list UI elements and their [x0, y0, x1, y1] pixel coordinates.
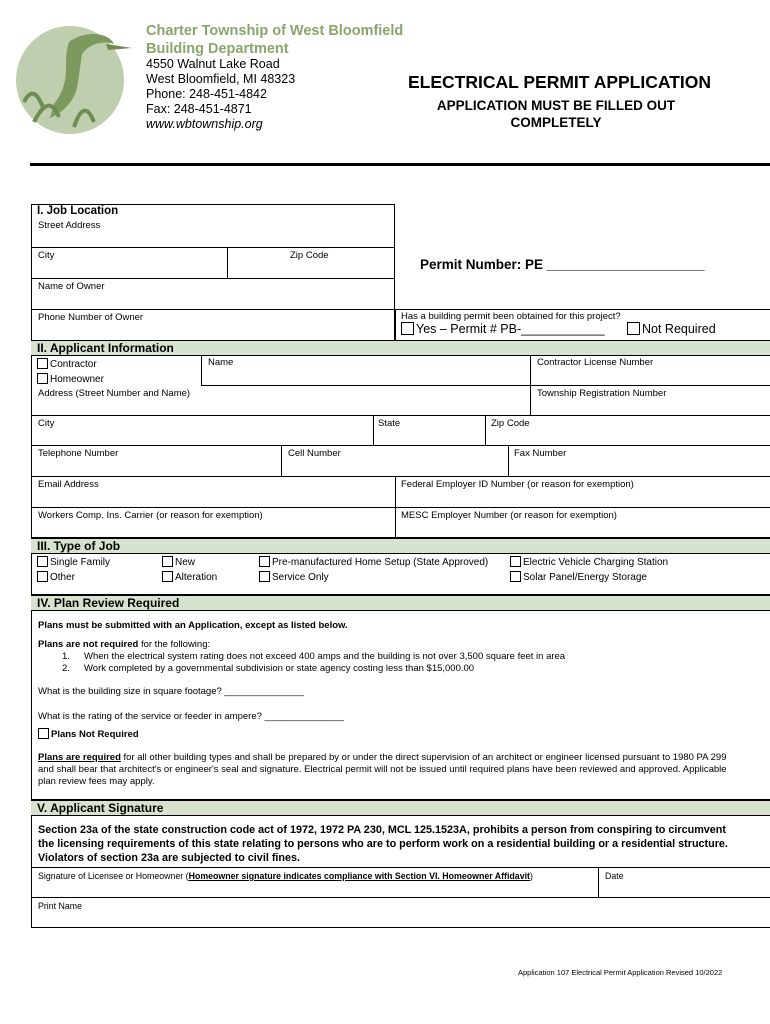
- job-location-heading: I. Job Location: [37, 205, 119, 217]
- plans-must-submit: Plans must be submitted with an Application, except as listed below.: [38, 620, 348, 631]
- applicant-zip-field[interactable]: Zip Code: [491, 418, 530, 429]
- owner-phone-field[interactable]: Phone Number of Owner: [38, 312, 144, 323]
- divider: [598, 867, 599, 897]
- job-city-field[interactable]: City: [38, 250, 55, 261]
- service-only-option[interactable]: [259, 571, 329, 584]
- new-checkbox[interactable]: [162, 556, 173, 567]
- organization-address: [146, 57, 295, 132]
- service-only-checkbox[interactable]: [259, 571, 270, 582]
- single-family-label: Single Family: [50, 557, 111, 568]
- other-checkbox[interactable]: [37, 571, 48, 582]
- owner-name-field[interactable]: Name of Owner: [38, 281, 105, 292]
- contractor-label: Contractor: [50, 359, 97, 370]
- square-footage-field[interactable]: What is the building size in square footage? _______________: [38, 686, 304, 697]
- divider: [31, 415, 770, 416]
- contractor-option[interactable]: [37, 358, 97, 371]
- plans-not-required-option[interactable]: [38, 728, 139, 741]
- item-2-text: Work completed by a governmental subdivision or state agency costing less than $15,000.00: [84, 663, 475, 674]
- divider: [201, 355, 202, 385]
- heron-logo-icon: [14, 22, 134, 137]
- contractor-checkbox[interactable]: [37, 358, 48, 369]
- plans-not-required-label: Plans Not Required: [51, 729, 139, 740]
- divider: [201, 385, 530, 386]
- cell-number-field[interactable]: Cell Number: [288, 448, 341, 459]
- other-option[interactable]: [37, 571, 75, 584]
- solar-option[interactable]: [510, 571, 647, 584]
- divider: [395, 309, 396, 341]
- signature-heading: V. Applicant Signature: [31, 800, 770, 816]
- website-text: www.wbtownship.org: [146, 117, 263, 131]
- signature-label: Signature of Licensee or Homeowner (: [38, 871, 189, 881]
- job-type-heading: III. Type of Job: [31, 538, 770, 554]
- service-rating-field[interactable]: What is the rating of the service or feeder in ampere? _______________: [38, 711, 344, 722]
- premanufactured-checkbox[interactable]: [259, 556, 270, 567]
- mesc-number-field[interactable]: MESC Employer Number (or reason for exemption): [401, 510, 617, 521]
- not-required-checkbox[interactable]: [627, 322, 640, 335]
- email-field[interactable]: Email Address: [38, 479, 99, 490]
- not-required-option[interactable]: [627, 322, 716, 336]
- alteration-option[interactable]: [162, 571, 217, 584]
- homeowner-affidavit-note: Homeowner signature indicates compliance with Section VI. Homeowner Affidavit: [188, 871, 530, 881]
- building-permit-question: Has a building permit been obtained for this project?: [401, 311, 621, 322]
- applicant-address-field[interactable]: Address (Street Number and Name): [38, 388, 191, 399]
- section-23a-notice: Section 23a of the state construction code act of 1972, 1972 PA 230, MCL 125.1523A, prohibits a person from conspiring to circumvent the licensing requirements of this state relating to persons who are to perform work on a residential building or a residential structure. Violators of section 23a are subjected to civil fines.: [38, 824, 728, 864]
- service-only-label: Service Only: [272, 572, 329, 583]
- divider: [31, 897, 770, 898]
- divider: [227, 247, 228, 278]
- homeowner-option[interactable]: [37, 373, 104, 386]
- divider: [508, 445, 509, 476]
- workers-comp-field[interactable]: Workers Comp. Ins. Carrier (or reason for exemption): [38, 510, 263, 521]
- item-1-number: 1.: [62, 651, 70, 662]
- form-title: ELECTRICAL PERMIT APPLICATION: [408, 72, 712, 92]
- yes-permit-label: Yes – Permit # PB-____________: [416, 322, 605, 336]
- ev-charging-option[interactable]: [510, 556, 668, 569]
- other-label: Other: [50, 572, 76, 583]
- street-address-field[interactable]: Street Address: [38, 220, 101, 231]
- address-line-1: 4550 Walnut Lake Road: [146, 57, 280, 71]
- premanufactured-label: Pre-manufactured Home Setup (State Approved): [272, 557, 489, 568]
- organization-name: [146, 22, 403, 58]
- phone-text: Phone: 248-451-4842: [146, 87, 267, 101]
- applicant-city-field[interactable]: City: [38, 418, 55, 429]
- township-registration-field[interactable]: Township Registration Number: [537, 388, 667, 399]
- applicant-name-field[interactable]: Name: [208, 357, 234, 368]
- divider: [31, 445, 770, 446]
- solar-label: Solar Panel/Energy Storage: [523, 572, 647, 583]
- plans-required-rest: for all other building types and shall be prepared by or under the direct supervision of an architect or engineer licensed pursuant to 1980 PA 299 and shall bear that architect's or engineer's seal and signature. Electrical permit will not be issued until required plans have been reviewed and approved. Applicable plan review fees may apply.: [38, 752, 727, 787]
- permit-number-field[interactable]: Permit Number: PE _____________________: [420, 257, 705, 272]
- divider: [373, 415, 374, 445]
- plans-not-required-checkbox[interactable]: [38, 728, 49, 739]
- divider: [281, 445, 282, 476]
- fax-number-field[interactable]: Fax Number: [514, 448, 567, 459]
- new-option[interactable]: [162, 556, 195, 569]
- divider: [31, 309, 770, 310]
- license-number-field[interactable]: Contractor License Number: [537, 357, 654, 368]
- signature-label-close: ): [529, 871, 533, 881]
- yes-checkbox[interactable]: [401, 322, 414, 335]
- print-name-field[interactable]: Print Name: [38, 901, 82, 911]
- homeowner-checkbox[interactable]: [37, 373, 48, 384]
- footer-revision: Application 107 Electrical Permit Application Revised 10/2022: [518, 968, 723, 977]
- divider: [530, 385, 770, 386]
- single-family-option[interactable]: [37, 556, 110, 569]
- signature-field[interactable]: [38, 871, 533, 882]
- org-line-2: Building Department: [146, 41, 289, 57]
- divider: [31, 247, 395, 248]
- ev-charging-label: Electric Vehicle Charging Station: [523, 557, 669, 568]
- item-1-text: When the electrical system rating does not exceed 400 amps and the building is not over 3,500 square feet in area: [84, 651, 566, 662]
- plans-not-required-bold: Plans are not required: [38, 639, 139, 650]
- job-zip-field[interactable]: Zip Code: [290, 250, 329, 261]
- federal-id-field[interactable]: Federal Employer ID Number (or reason for exemption): [401, 479, 634, 490]
- plans-required-bold: Plans are required: [38, 752, 121, 763]
- org-line-1: Charter Township of West Bloomfield: [146, 23, 404, 39]
- premanufactured-option[interactable]: [259, 556, 488, 569]
- alteration-checkbox[interactable]: [162, 571, 173, 582]
- divider: [485, 415, 486, 445]
- divider: [31, 507, 770, 508]
- alteration-label: Alteration: [175, 572, 218, 583]
- plan-review-heading: IV. Plan Review Required: [31, 595, 770, 611]
- header-divider: [30, 163, 770, 166]
- ev-charging-checkbox[interactable]: [510, 556, 521, 567]
- plans-required-text: [38, 752, 728, 788]
- single-family-checkbox[interactable]: [37, 556, 48, 567]
- not-required-label: Not Required: [642, 322, 716, 336]
- applicant-heading: II. Applicant Information: [31, 340, 770, 356]
- fax-text: Fax: 248-451-4871: [146, 102, 252, 116]
- homeowner-label: Homeowner: [50, 374, 104, 385]
- form-subtitle: APPLICATION MUST BE FILLED OUT COMPLETELY: [436, 98, 676, 130]
- address-line-2: West Bloomfield, MI 48323: [146, 72, 296, 86]
- new-label: New: [175, 557, 196, 568]
- item-2-number: 2.: [62, 663, 70, 674]
- plans-not-required-intro: [38, 639, 210, 651]
- divider: [31, 867, 770, 868]
- plans-not-required-rest: for the following:: [138, 639, 211, 650]
- yes-permit-option[interactable]: [401, 322, 605, 336]
- telephone-field[interactable]: Telephone Number: [38, 448, 119, 459]
- date-field[interactable]: Date: [605, 871, 624, 881]
- divider: [31, 476, 770, 477]
- divider: [31, 278, 395, 279]
- solar-checkbox[interactable]: [510, 571, 521, 582]
- applicant-state-field[interactable]: State: [378, 418, 401, 429]
